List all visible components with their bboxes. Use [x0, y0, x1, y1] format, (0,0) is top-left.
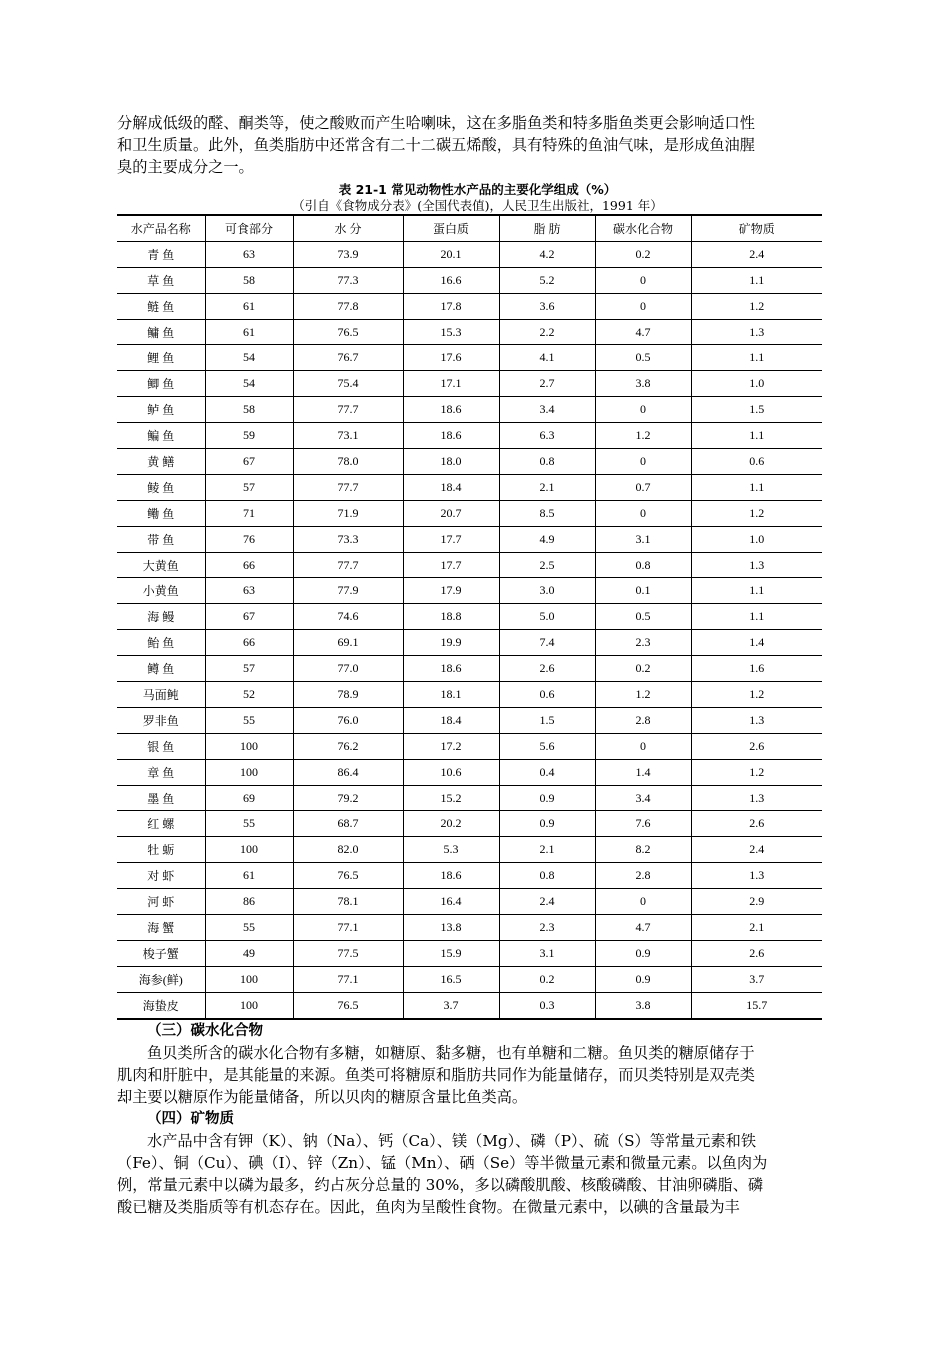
value-cell: 1.4 — [691, 630, 822, 656]
value-cell: 58 — [205, 267, 293, 293]
value-cell: 0.2 — [595, 656, 691, 682]
product-name-cell: 对 虾 — [117, 863, 205, 889]
table-row — [117, 837, 822, 863]
value-cell: 2.4 — [691, 837, 822, 863]
value-cell: 0.6 — [691, 449, 822, 475]
product-name-cell: 小黄鱼 — [117, 578, 205, 604]
product-name-cell: 鳟 鱼 — [117, 656, 205, 682]
value-cell: 1.1 — [691, 604, 822, 630]
value-cell: 1.3 — [691, 863, 822, 889]
value-cell: 0.6 — [499, 682, 595, 708]
value-cell: 82.0 — [293, 837, 403, 863]
value-cell: 77.7 — [293, 397, 403, 423]
value-cell: 1.1 — [691, 578, 822, 604]
minerals-paragraph — [117, 1130, 838, 1218]
value-cell: 15.2 — [403, 785, 499, 811]
value-cell: 8.5 — [499, 500, 595, 526]
value-cell: 0.8 — [499, 863, 595, 889]
value-cell: 76.2 — [293, 733, 403, 759]
value-cell: 3.4 — [595, 785, 691, 811]
value-cell: 0.7 — [595, 474, 691, 500]
value-cell: 76 — [205, 526, 293, 552]
value-cell: 1.2 — [691, 759, 822, 785]
value-cell: 100 — [205, 837, 293, 863]
value-cell: 1.4 — [595, 759, 691, 785]
table-row — [117, 759, 822, 785]
table-row — [117, 500, 822, 526]
value-cell: 73.3 — [293, 526, 403, 552]
value-cell: 0.8 — [595, 552, 691, 578]
value-cell: 16.5 — [403, 966, 499, 992]
value-cell: 20.7 — [403, 500, 499, 526]
value-cell: 18.1 — [403, 682, 499, 708]
value-cell: 0.4 — [499, 759, 595, 785]
value-cell: 61 — [205, 863, 293, 889]
value-cell: 1.3 — [691, 785, 822, 811]
product-name-cell: 鳙 鱼 — [117, 319, 205, 345]
value-cell: 2.3 — [595, 630, 691, 656]
value-cell: 3.8 — [595, 371, 691, 397]
product-name-cell: 海蛰皮 — [117, 992, 205, 1018]
value-cell: 75.4 — [293, 371, 403, 397]
value-cell: 67 — [205, 604, 293, 630]
col-header: 蛋白质 — [403, 215, 499, 241]
value-cell: 17.8 — [403, 293, 499, 319]
product-name-cell: 墨 鱼 — [117, 785, 205, 811]
table-row — [117, 241, 822, 267]
value-cell: 55 — [205, 811, 293, 837]
value-cell: 54 — [205, 371, 293, 397]
value-cell: 15.7 — [691, 992, 822, 1018]
table-row — [117, 733, 822, 759]
section-heading-minerals: （四）矿物质 — [147, 1110, 234, 1127]
value-cell: 1.6 — [691, 656, 822, 682]
value-cell: 1.2 — [595, 423, 691, 449]
product-name-cell: 带 鱼 — [117, 526, 205, 552]
product-name-cell: 黄 鳝 — [117, 449, 205, 475]
paragraph-line: 鱼贝类所含的碳水化合物有多糖，如糖原、黏多糖，也有单糖和二糖。鱼贝类的糖原储存于 — [147, 1043, 755, 1062]
value-cell: 18.8 — [403, 604, 499, 630]
product-name-cell: 草 鱼 — [117, 267, 205, 293]
product-name-cell: 罗非鱼 — [117, 707, 205, 733]
table-caption: 表 21-1 常见动物性水产品的主要化学组成（%） — [338, 182, 617, 197]
value-cell: 0 — [595, 267, 691, 293]
value-cell: 18.6 — [403, 863, 499, 889]
value-cell: 78.1 — [293, 889, 403, 915]
value-cell: 0 — [595, 449, 691, 475]
table-row — [117, 682, 822, 708]
value-cell: 3.4 — [499, 397, 595, 423]
value-cell: 77.0 — [293, 656, 403, 682]
value-cell: 18.0 — [403, 449, 499, 475]
value-cell: 54 — [205, 345, 293, 371]
value-cell: 0 — [595, 397, 691, 423]
value-cell: 1.2 — [691, 500, 822, 526]
product-name-cell: 鲢 鱼 — [117, 293, 205, 319]
value-cell: 2.9 — [691, 889, 822, 915]
value-cell: 7.6 — [595, 811, 691, 837]
value-cell: 100 — [205, 759, 293, 785]
value-cell: 78.0 — [293, 449, 403, 475]
value-cell: 3.7 — [691, 966, 822, 992]
product-name-cell: 鲐 鱼 — [117, 630, 205, 656]
value-cell: 20.1 — [403, 241, 499, 267]
table-row — [117, 604, 822, 630]
value-cell: 1.1 — [691, 474, 822, 500]
intro-line: 分解成低级的醛、酮类等，使之酸败而产生哈喇味，这在多脂鱼类和特多脂鱼类更会影响适口性 — [117, 114, 755, 132]
product-name-cell: 红 螺 — [117, 811, 205, 837]
intro-paragraph — [117, 112, 838, 178]
value-cell: 17.6 — [403, 345, 499, 371]
table-row — [117, 578, 822, 604]
value-cell: 73.1 — [293, 423, 403, 449]
section-heading-carbohydrate: （三）碳水化合物 — [147, 1022, 263, 1039]
value-cell: 79.2 — [293, 785, 403, 811]
value-cell: 0 — [595, 733, 691, 759]
value-cell: 77.1 — [293, 966, 403, 992]
table-row — [117, 707, 822, 733]
value-cell: 0.5 — [595, 604, 691, 630]
product-name-cell: 章 鱼 — [117, 759, 205, 785]
value-cell: 6.3 — [499, 423, 595, 449]
table-header-row — [117, 215, 822, 241]
col-header: 碳水化合物 — [595, 215, 691, 241]
value-cell: 86 — [205, 889, 293, 915]
value-cell: 1.2 — [691, 293, 822, 319]
value-cell: 57 — [205, 474, 293, 500]
product-name-cell: 海参(鲜) — [117, 966, 205, 992]
value-cell: 100 — [205, 733, 293, 759]
table-row — [117, 526, 822, 552]
col-header: 水 分 — [293, 215, 403, 241]
value-cell: 71.9 — [293, 500, 403, 526]
document-page — [117, 112, 838, 1218]
value-cell: 73.9 — [293, 241, 403, 267]
value-cell: 1.5 — [499, 707, 595, 733]
value-cell: 76.0 — [293, 707, 403, 733]
product-name-cell: 大黄鱼 — [117, 552, 205, 578]
product-name-cell: 银 鱼 — [117, 733, 205, 759]
value-cell: 58 — [205, 397, 293, 423]
table-row — [117, 811, 822, 837]
value-cell: 0.9 — [499, 811, 595, 837]
product-name-cell: 牡 蛎 — [117, 837, 205, 863]
table-row — [117, 345, 822, 371]
composition-table — [117, 214, 822, 1020]
col-header: 脂 肪 — [499, 215, 595, 241]
value-cell: 2.4 — [691, 241, 822, 267]
value-cell: 2.1 — [499, 837, 595, 863]
product-name-cell: 青 鱼 — [117, 241, 205, 267]
product-name-cell: 海 鳗 — [117, 604, 205, 630]
value-cell: 0.5 — [595, 345, 691, 371]
value-cell: 2.8 — [595, 707, 691, 733]
value-cell: 61 — [205, 319, 293, 345]
value-cell: 0.1 — [595, 578, 691, 604]
value-cell: 77.5 — [293, 940, 403, 966]
table-row — [117, 889, 822, 915]
product-name-cell: 鲮 鱼 — [117, 474, 205, 500]
value-cell: 76.5 — [293, 319, 403, 345]
value-cell: 2.6 — [691, 733, 822, 759]
value-cell: 18.6 — [403, 423, 499, 449]
value-cell: 5.6 — [499, 733, 595, 759]
value-cell: 74.6 — [293, 604, 403, 630]
value-cell: 17.7 — [403, 526, 499, 552]
value-cell: 18.4 — [403, 474, 499, 500]
value-cell: 3.1 — [499, 940, 595, 966]
value-cell: 17.9 — [403, 578, 499, 604]
value-cell: 17.2 — [403, 733, 499, 759]
value-cell: 57 — [205, 656, 293, 682]
value-cell: 1.2 — [595, 682, 691, 708]
value-cell: 20.2 — [403, 811, 499, 837]
value-cell: 55 — [205, 915, 293, 941]
value-cell: 2.1 — [499, 474, 595, 500]
value-cell: 69 — [205, 785, 293, 811]
value-cell: 18.4 — [403, 707, 499, 733]
value-cell: 2.5 — [499, 552, 595, 578]
product-name-cell: 鲤 鱼 — [117, 345, 205, 371]
value-cell: 5.2 — [499, 267, 595, 293]
col-header: 可食部分 — [205, 215, 293, 241]
value-cell: 3.7 — [403, 992, 499, 1018]
value-cell: 1.1 — [691, 345, 822, 371]
value-cell: 1.3 — [691, 552, 822, 578]
value-cell: 52 — [205, 682, 293, 708]
value-cell: 2.4 — [499, 889, 595, 915]
value-cell: 59 — [205, 423, 293, 449]
table-row — [117, 449, 822, 475]
value-cell: 66 — [205, 630, 293, 656]
value-cell: 19.9 — [403, 630, 499, 656]
value-cell: 55 — [205, 707, 293, 733]
table-source: （引自《食物成分表》(全国代表值)，人民卫生出版社，1991 年） — [292, 198, 663, 213]
value-cell: 66 — [205, 552, 293, 578]
value-cell: 77.7 — [293, 552, 403, 578]
value-cell: 0.3 — [499, 992, 595, 1018]
table-row — [117, 397, 822, 423]
value-cell: 0 — [595, 889, 691, 915]
value-cell: 2.1 — [691, 915, 822, 941]
product-name-cell: 梭子蟹 — [117, 940, 205, 966]
value-cell: 8.2 — [595, 837, 691, 863]
value-cell: 2.6 — [691, 811, 822, 837]
value-cell: 1.0 — [691, 371, 822, 397]
paragraph-line: （Fe）、铜（Cu）、碘（I）、锌（Zn）、锰（Mn）、硒（Se）等半微量元素和微量元素。以鱼肉为 — [117, 1153, 768, 1172]
value-cell: 4.9 — [499, 526, 595, 552]
value-cell: 49 — [205, 940, 293, 966]
value-cell: 15.9 — [403, 940, 499, 966]
value-cell: 63 — [205, 241, 293, 267]
value-cell: 0.9 — [595, 940, 691, 966]
paragraph-line: 水产品中含有钾（K）、钠（Na）、钙（Ca）、镁（Mg）、磷（P）、硫（S）等常量元素和铁 — [147, 1131, 757, 1150]
value-cell: 77.3 — [293, 267, 403, 293]
value-cell: 5.3 — [403, 837, 499, 863]
value-cell: 4.7 — [595, 915, 691, 941]
paragraph-line: 例，常量元素中以磷为最多，约占灰分总量的 30%，多以磷酸肌酸、核酸磷酸、甘油卵磷脂、磷 — [117, 1175, 764, 1194]
product-name-cell: 鳓 鱼 — [117, 500, 205, 526]
paragraph-line: 肌肉和肝脏中，是其能量的来源。鱼类可将糖原和脂肪共同作为能量储存，而贝类特别是双壳类 — [117, 1065, 755, 1084]
value-cell: 100 — [205, 992, 293, 1018]
value-cell: 4.1 — [499, 345, 595, 371]
table-row — [117, 267, 822, 293]
value-cell: 16.6 — [403, 267, 499, 293]
value-cell: 0.9 — [595, 966, 691, 992]
value-cell: 1.0 — [691, 526, 822, 552]
col-header: 矿物质 — [691, 215, 822, 241]
value-cell: 71 — [205, 500, 293, 526]
table-row — [117, 992, 822, 1018]
value-cell: 15.3 — [403, 319, 499, 345]
value-cell: 3.6 — [499, 293, 595, 319]
value-cell: 18.6 — [403, 656, 499, 682]
product-name-cell: 河 虾 — [117, 889, 205, 915]
value-cell: 1.1 — [691, 423, 822, 449]
value-cell: 0 — [595, 293, 691, 319]
value-cell: 86.4 — [293, 759, 403, 785]
value-cell: 77.7 — [293, 474, 403, 500]
table-row — [117, 630, 822, 656]
product-name-cell: 鲈 鱼 — [117, 397, 205, 423]
value-cell: 77.9 — [293, 578, 403, 604]
value-cell: 5.0 — [499, 604, 595, 630]
value-cell: 63 — [205, 578, 293, 604]
value-cell: 0.9 — [499, 785, 595, 811]
product-name-cell: 马面鲀 — [117, 682, 205, 708]
value-cell: 3.8 — [595, 992, 691, 1018]
value-cell: 2.8 — [595, 863, 691, 889]
value-cell: 1.2 — [691, 682, 822, 708]
paragraph-line: 却主要以糖原作为能量储备，所以贝肉的糖原含量比鱼类高。 — [117, 1087, 528, 1106]
intro-line: 臭的主要成分之一。 — [117, 158, 254, 176]
product-name-cell: 鳊 鱼 — [117, 423, 205, 449]
value-cell: 3.0 — [499, 578, 595, 604]
table-row — [117, 371, 822, 397]
col-header: 水产品名称 — [117, 215, 205, 241]
value-cell: 77.8 — [293, 293, 403, 319]
value-cell: 2.6 — [691, 940, 822, 966]
value-cell: 2.2 — [499, 319, 595, 345]
table-row — [117, 319, 822, 345]
value-cell: 16.4 — [403, 889, 499, 915]
value-cell: 2.7 — [499, 371, 595, 397]
value-cell: 1.3 — [691, 707, 822, 733]
value-cell: 77.1 — [293, 915, 403, 941]
value-cell: 10.6 — [403, 759, 499, 785]
value-cell: 0.2 — [595, 241, 691, 267]
value-cell: 1.1 — [691, 267, 822, 293]
value-cell: 2.3 — [499, 915, 595, 941]
table-row — [117, 785, 822, 811]
value-cell: 76.7 — [293, 345, 403, 371]
value-cell: 76.5 — [293, 863, 403, 889]
value-cell: 17.7 — [403, 552, 499, 578]
table-row — [117, 293, 822, 319]
intro-line: 和卫生质量。此外，鱼类脂肪中还常含有二十二碳五烯酸，具有特殊的鱼油气味，是形成鱼油腥 — [117, 136, 755, 154]
table-row — [117, 474, 822, 500]
value-cell: 78.9 — [293, 682, 403, 708]
value-cell: 17.1 — [403, 371, 499, 397]
product-name-cell: 鲫 鱼 — [117, 371, 205, 397]
value-cell: 69.1 — [293, 630, 403, 656]
table-row — [117, 966, 822, 992]
table-row — [117, 656, 822, 682]
product-name-cell: 海 蟹 — [117, 915, 205, 941]
table-row — [117, 423, 822, 449]
value-cell: 76.5 — [293, 992, 403, 1018]
value-cell: 0.2 — [499, 966, 595, 992]
value-cell: 1.3 — [691, 319, 822, 345]
value-cell: 100 — [205, 966, 293, 992]
carbohydrate-paragraph — [117, 1042, 838, 1108]
value-cell: 13.8 — [403, 915, 499, 941]
table-body — [117, 241, 822, 1018]
value-cell: 3.1 — [595, 526, 691, 552]
value-cell: 68.7 — [293, 811, 403, 837]
table-row — [117, 552, 822, 578]
value-cell: 1.5 — [691, 397, 822, 423]
value-cell: 67 — [205, 449, 293, 475]
value-cell: 2.6 — [499, 656, 595, 682]
table-row — [117, 915, 822, 941]
value-cell: 4.7 — [595, 319, 691, 345]
table-row — [117, 863, 822, 889]
value-cell: 0 — [595, 500, 691, 526]
value-cell: 0.8 — [499, 449, 595, 475]
value-cell: 7.4 — [499, 630, 595, 656]
value-cell: 4.2 — [499, 241, 595, 267]
value-cell: 18.6 — [403, 397, 499, 423]
table-row — [117, 940, 822, 966]
paragraph-line: 酸已糖及类脂质等有机态存在。因此，鱼肉为呈酸性食物。在微量元素中，以碘的含量最为丰 — [117, 1197, 740, 1216]
value-cell: 61 — [205, 293, 293, 319]
